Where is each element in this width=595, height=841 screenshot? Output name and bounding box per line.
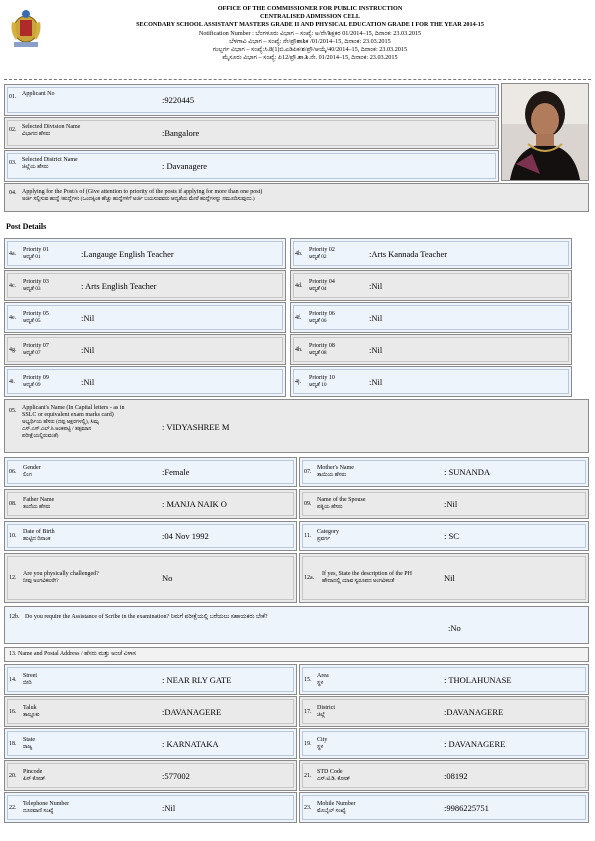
field-value: :DAVANAGERE — [444, 706, 504, 717]
field-value: :04 Nov 1992 — [162, 531, 209, 541]
field-label: Date of Birth ಹುಟ್ಟಿದ ದಿನಾಂಕ — [23, 529, 55, 542]
field-label: Mobile Number ಮೊಬೈಲ್ ಸಂಖ್ಯೆ — [317, 800, 356, 814]
priority-2-field — [290, 238, 572, 269]
field-number: 14. — [9, 676, 17, 683]
field-label: If yes, State the description of the PH ಹೌದಾದಲ್ಲಿ ಯಾವ ಸ್ವರೂಪದ ಅಂಗವಿಕಲತೆ — [322, 571, 412, 584]
field-number: 17. — [304, 708, 312, 715]
field-applicant-no — [4, 84, 499, 116]
field-12 — [4, 553, 297, 603]
field-label: City ಸ್ಥಳ — [317, 736, 328, 750]
field-value: :Nil — [81, 344, 95, 355]
field-label: Father Name ತಂದೆಯ ಹೆಸರು — [23, 497, 55, 510]
field-value: :08192 — [444, 770, 468, 781]
field-value: :Nil — [369, 280, 383, 291]
field-value: Nil — [444, 573, 455, 583]
field-value: : DAVANAGERE — [444, 738, 506, 749]
field-label: Priority 03 ಆದ್ಯತೆ 03 — [23, 278, 49, 292]
field-20 — [4, 760, 297, 791]
field-value: :DAVANAGERE — [162, 706, 222, 717]
field-23 — [299, 792, 589, 823]
field-number: 09. — [304, 501, 312, 507]
field-number: 4j. — [295, 378, 302, 385]
field-value: No — [162, 573, 173, 583]
field-10 — [4, 521, 297, 551]
field-postal-address-heading — [4, 647, 589, 662]
field-number: 4d. — [295, 282, 303, 289]
field-label: Selected Division Name ವಿಭಾಗದ ಹೆಸರು — [22, 124, 81, 137]
priority-8-field — [290, 334, 572, 365]
field-value: : KARNATAKA — [162, 738, 219, 749]
field-value: :Nil — [162, 802, 176, 813]
field-value: :577002 — [162, 770, 190, 781]
header-cell: CENTRALISED ADMISSION CELL — [259, 13, 361, 21]
header-belagavi: ಬೆಳಗಾವಿ ವಿಭಾಗ – ಸಂಖ್ಯೆ: ನೇ/ಪ್ರೌಶಾಶಿಕ /01/2014–15, ದಿನಾಂಕ: 23.03.2015 — [229, 37, 391, 45]
field-16 — [4, 696, 297, 727]
field-label: Telephone Number ದೂರವಾಣಿ ಸಂಖ್ಯೆ — [23, 800, 70, 814]
scribe-value: :No — [448, 623, 461, 633]
priority-3-field — [4, 270, 286, 301]
priority-9-field — [4, 366, 286, 397]
post-details-title: Post Details — [6, 222, 47, 231]
header-mysore: ಮೈಸೂರು ವಿಭಾಗ – ಸಂಖ್ಯೆ: ಪಿ12/ಪ್ರೌ.ಶಾ.ಶಿ.ನೇ. 01/2014–15, ದಿನಾಂಕ: 23.03.2015 — [222, 54, 398, 62]
field-label: Pincode ಪಿನ್ ಕೋಡ್ — [23, 768, 46, 782]
field-label: Selected District Name ಜಿಲ್ಲೆಯ ಹೆಸರು — [22, 157, 78, 170]
field-number: 07. — [304, 469, 312, 475]
karnataka-emblem-icon — [8, 8, 44, 50]
field-label: District ಜಿಲ್ಲೆ — [317, 704, 335, 718]
field-value: :Langauge English Teacher — [81, 248, 174, 259]
district-value: : Davanagere — [162, 161, 208, 171]
field-label: Priority 08 ಆದ್ಯತೆ 08 — [309, 342, 335, 356]
field-number: 22. — [9, 804, 17, 811]
field-21 — [299, 760, 589, 791]
field-label: Area ಸ್ಥಳ — [317, 672, 329, 686]
field-value: :Nil — [369, 376, 383, 387]
field-label: Do you require the Assistance of Scribe in the examination? ನಿಮಗೆ ಪರೀಕ್ಷೆಯಲ್ಲಿ ಬರೆಯಲು ಸಹಾಯಕರು ಬೇಕೆ? — [25, 614, 268, 620]
field-number: 4f. — [295, 314, 302, 321]
field-number: 21. — [304, 772, 312, 779]
field-value: :9986225751 — [444, 802, 489, 813]
field-number: 04. — [9, 190, 17, 196]
field-number: 16. — [9, 708, 17, 715]
field-value: : SUNANDA — [444, 467, 491, 477]
field-number: 15. — [304, 676, 312, 683]
field-value: :Nil — [369, 344, 383, 355]
field-value: :Nil — [81, 376, 95, 387]
field-label: State ರಾಜ್ಯ — [23, 736, 35, 750]
field-label: Street ಬೀದಿ — [23, 672, 37, 686]
field-label: Priority 02 ಆದ್ಯತೆ 02 — [309, 246, 335, 260]
field-value: :Nil — [444, 499, 458, 509]
field-19 — [299, 728, 589, 759]
field-number: 4g. — [9, 346, 17, 353]
header-recruitment: SECONDARY SCHOOL ASSISTANT MASTERS GRADE II AND PHYSICAL EDUCATION GRADE I FOR THE YEAR 2014-15 — [136, 21, 484, 29]
field-label: Priority 06 ಆದ್ಯತೆ 06 — [309, 310, 335, 324]
header-office: OFFICE OF THE COMMISSIONER FOR PUBLIC INSTRUCTION — [217, 5, 403, 12]
document-header — [90, 5, 530, 62]
field-label: Are you physically challenged? ನೀವು ಅಂಗವಿಕಲರೇ? — [23, 571, 99, 584]
priority-7-field — [4, 334, 286, 365]
field-scribe — [4, 606, 589, 644]
header-divider — [4, 79, 591, 80]
field-number: 12b. — [9, 614, 20, 620]
field-06 — [4, 457, 297, 487]
field-number: 4c. — [9, 282, 17, 289]
field-number: 05. — [9, 408, 17, 414]
field-12a — [299, 553, 589, 603]
field-22 — [4, 792, 297, 823]
field-label: Priority 01 ಆದ್ಯತೆ 01 — [23, 246, 49, 260]
priority-1-field — [4, 238, 286, 269]
field-value: : THOLAHUNASE — [444, 674, 512, 685]
priority-4-field — [290, 270, 572, 301]
field-value: : NEAR RLY GATE — [162, 674, 232, 685]
field-08 — [4, 489, 297, 519]
field-value: : Arts English Teacher — [81, 280, 157, 291]
field-label: Applying for the Post/s of (Give attention to priority of the posts if applying for more than one post) ಅರ್ಜಿ ಸಲ್ಲಿಸುವ ಹುದ್ದೆ /ಹುದ್ದೆಗಳು (ಒಂದಕ್ಕಿಂತ ಹೆಚ್ಚು ಹುದ್ದೆಗಳಿಗೆ ಅರ್ಜಿ ಬಯಸುವವರು ಆದ್ಯತೆಯ ಮೇರೆ ಹುದ್ದೆಗಳನ್ನು ನಮೂದಿಸುವುದು.) — [22, 189, 263, 202]
field-07 — [299, 457, 589, 487]
applicant-name-value: : VIDYASHREE M — [162, 422, 230, 432]
field-number: 06. — [9, 469, 17, 475]
field-applying-posts — [4, 183, 589, 212]
field-label: Priority 10 ಆದ್ಯತೆ 10 — [309, 374, 335, 388]
field-label: Applicant No — [22, 91, 55, 97]
field-number: 12a. — [304, 575, 315, 581]
field-17 — [299, 696, 589, 727]
priority-5-field — [4, 302, 286, 333]
field-18 — [4, 728, 297, 759]
field-label: Priority 04 ಆದ್ಯತೆ 04 — [309, 278, 335, 292]
priority-10-field — [290, 366, 572, 397]
division-value: :Bangalore — [162, 128, 200, 138]
field-value: :Nil — [81, 312, 95, 323]
field-value: : MANJA NAIK O — [162, 499, 227, 509]
field-09 — [299, 489, 589, 519]
field-11 — [299, 521, 589, 551]
field-number: 4h. — [295, 346, 303, 353]
field-14 — [4, 664, 297, 695]
field-number: 4b. — [295, 250, 303, 257]
postal-address-heading: 13. Name and Postal Address / ಹೆಸರು ಮತ್ತು ಅಂಚೆ ವಿಳಾಸ — [9, 651, 137, 657]
field-applicant-name — [4, 399, 589, 453]
field-label: Category ಪ್ರವರ್ಗ — [317, 529, 339, 542]
field-number: 23. — [304, 804, 312, 811]
field-value: : SC — [444, 531, 459, 541]
header-notification: Notification Number : ಬೆಂಗಳೂರು ವಿಭಾಗ – ಸಂಖ್ಯೆ: ಅ/ನೇ/ಶಿಕ್ಷಕರ 01/2014–15, ದಿನಾಂಕ: 23.03.2015 — [198, 29, 422, 37]
field-label: Mother's Name ತಾಯಿಯ ಹೆಸರು — [317, 465, 354, 478]
field-label: Applicant's Name (In Capital letters - as in SSLC or equivalent exam marks card) ಅಭ್ಯರ್ಥಿಯ ಹೆಸರು (ದಪ್ಪ ಅಕ್ಷರಗಳಲ್ಲಿ), ಸಿಮ್ಸ ಎಸ್.ಎಸ್.ಎಲ್.ಸಿ.ಅಂಕಪಟ್ಟಿ / ತತ್ಸಮಾನ ಪರೀಕ್ಷೆಯಲ್ಲಿರುವಂತೆ) — [22, 405, 125, 439]
field-number: 11. — [304, 533, 312, 539]
field-number: 08. — [9, 501, 17, 507]
field-district — [4, 150, 499, 182]
field-number: 4i. — [9, 378, 16, 385]
field-number: 03. — [9, 160, 17, 166]
field-label: Name of the Spouse ಪತ್ನಿಯ ಹೆಸರು — [317, 497, 366, 510]
field-value: :Arts Kannada Teacher — [369, 248, 448, 259]
field-number: 19. — [304, 740, 312, 747]
field-label: STD Code ಎಸ್.ಟಿ.ಡಿ. ಕೋಡ್ — [317, 768, 351, 782]
field-label: Priority 05 ಆದ್ಯತೆ 05 — [23, 310, 49, 324]
field-division — [4, 117, 499, 149]
field-number: 01. — [9, 94, 17, 100]
field-number: 18. — [9, 740, 17, 747]
field-label: Taluk ತಾಲ್ಲೂಕು — [23, 704, 40, 718]
field-label: Priority 07 ಆದ್ಯತೆ 07 — [23, 342, 49, 356]
field-number: 4a. — [9, 250, 17, 257]
field-15 — [299, 664, 589, 695]
applicant-photo — [501, 83, 589, 181]
field-label: Gender ಲಿಂಗ — [23, 465, 41, 478]
field-number: 12. — [9, 575, 17, 581]
applicant-no-value: :9220445 — [162, 95, 195, 105]
field-label: Priority 09 ಆದ್ಯತೆ 09 — [23, 374, 49, 388]
field-number: 02. — [9, 127, 17, 133]
priority-6-field — [290, 302, 572, 333]
field-number: 10. — [9, 533, 17, 539]
field-value: :Nil — [369, 312, 383, 323]
field-value: :Female — [162, 467, 190, 477]
field-number: 4e. — [9, 314, 17, 321]
field-number: 20. — [9, 772, 17, 779]
header-gulbarga: ಗುಲ್ಬರ್ಗ ವಿಭಾಗ – ಸಂಖ್ಯೆ:ಸಿ.8(1)ಬಿ.ಎಡಿಪಿಕ/ಶ/ಪ್ರೌ/ಆಯ್ಕೆ/40/2014–15, ದಿನಾಂಕ: 23.03.2015 — [212, 46, 408, 54]
